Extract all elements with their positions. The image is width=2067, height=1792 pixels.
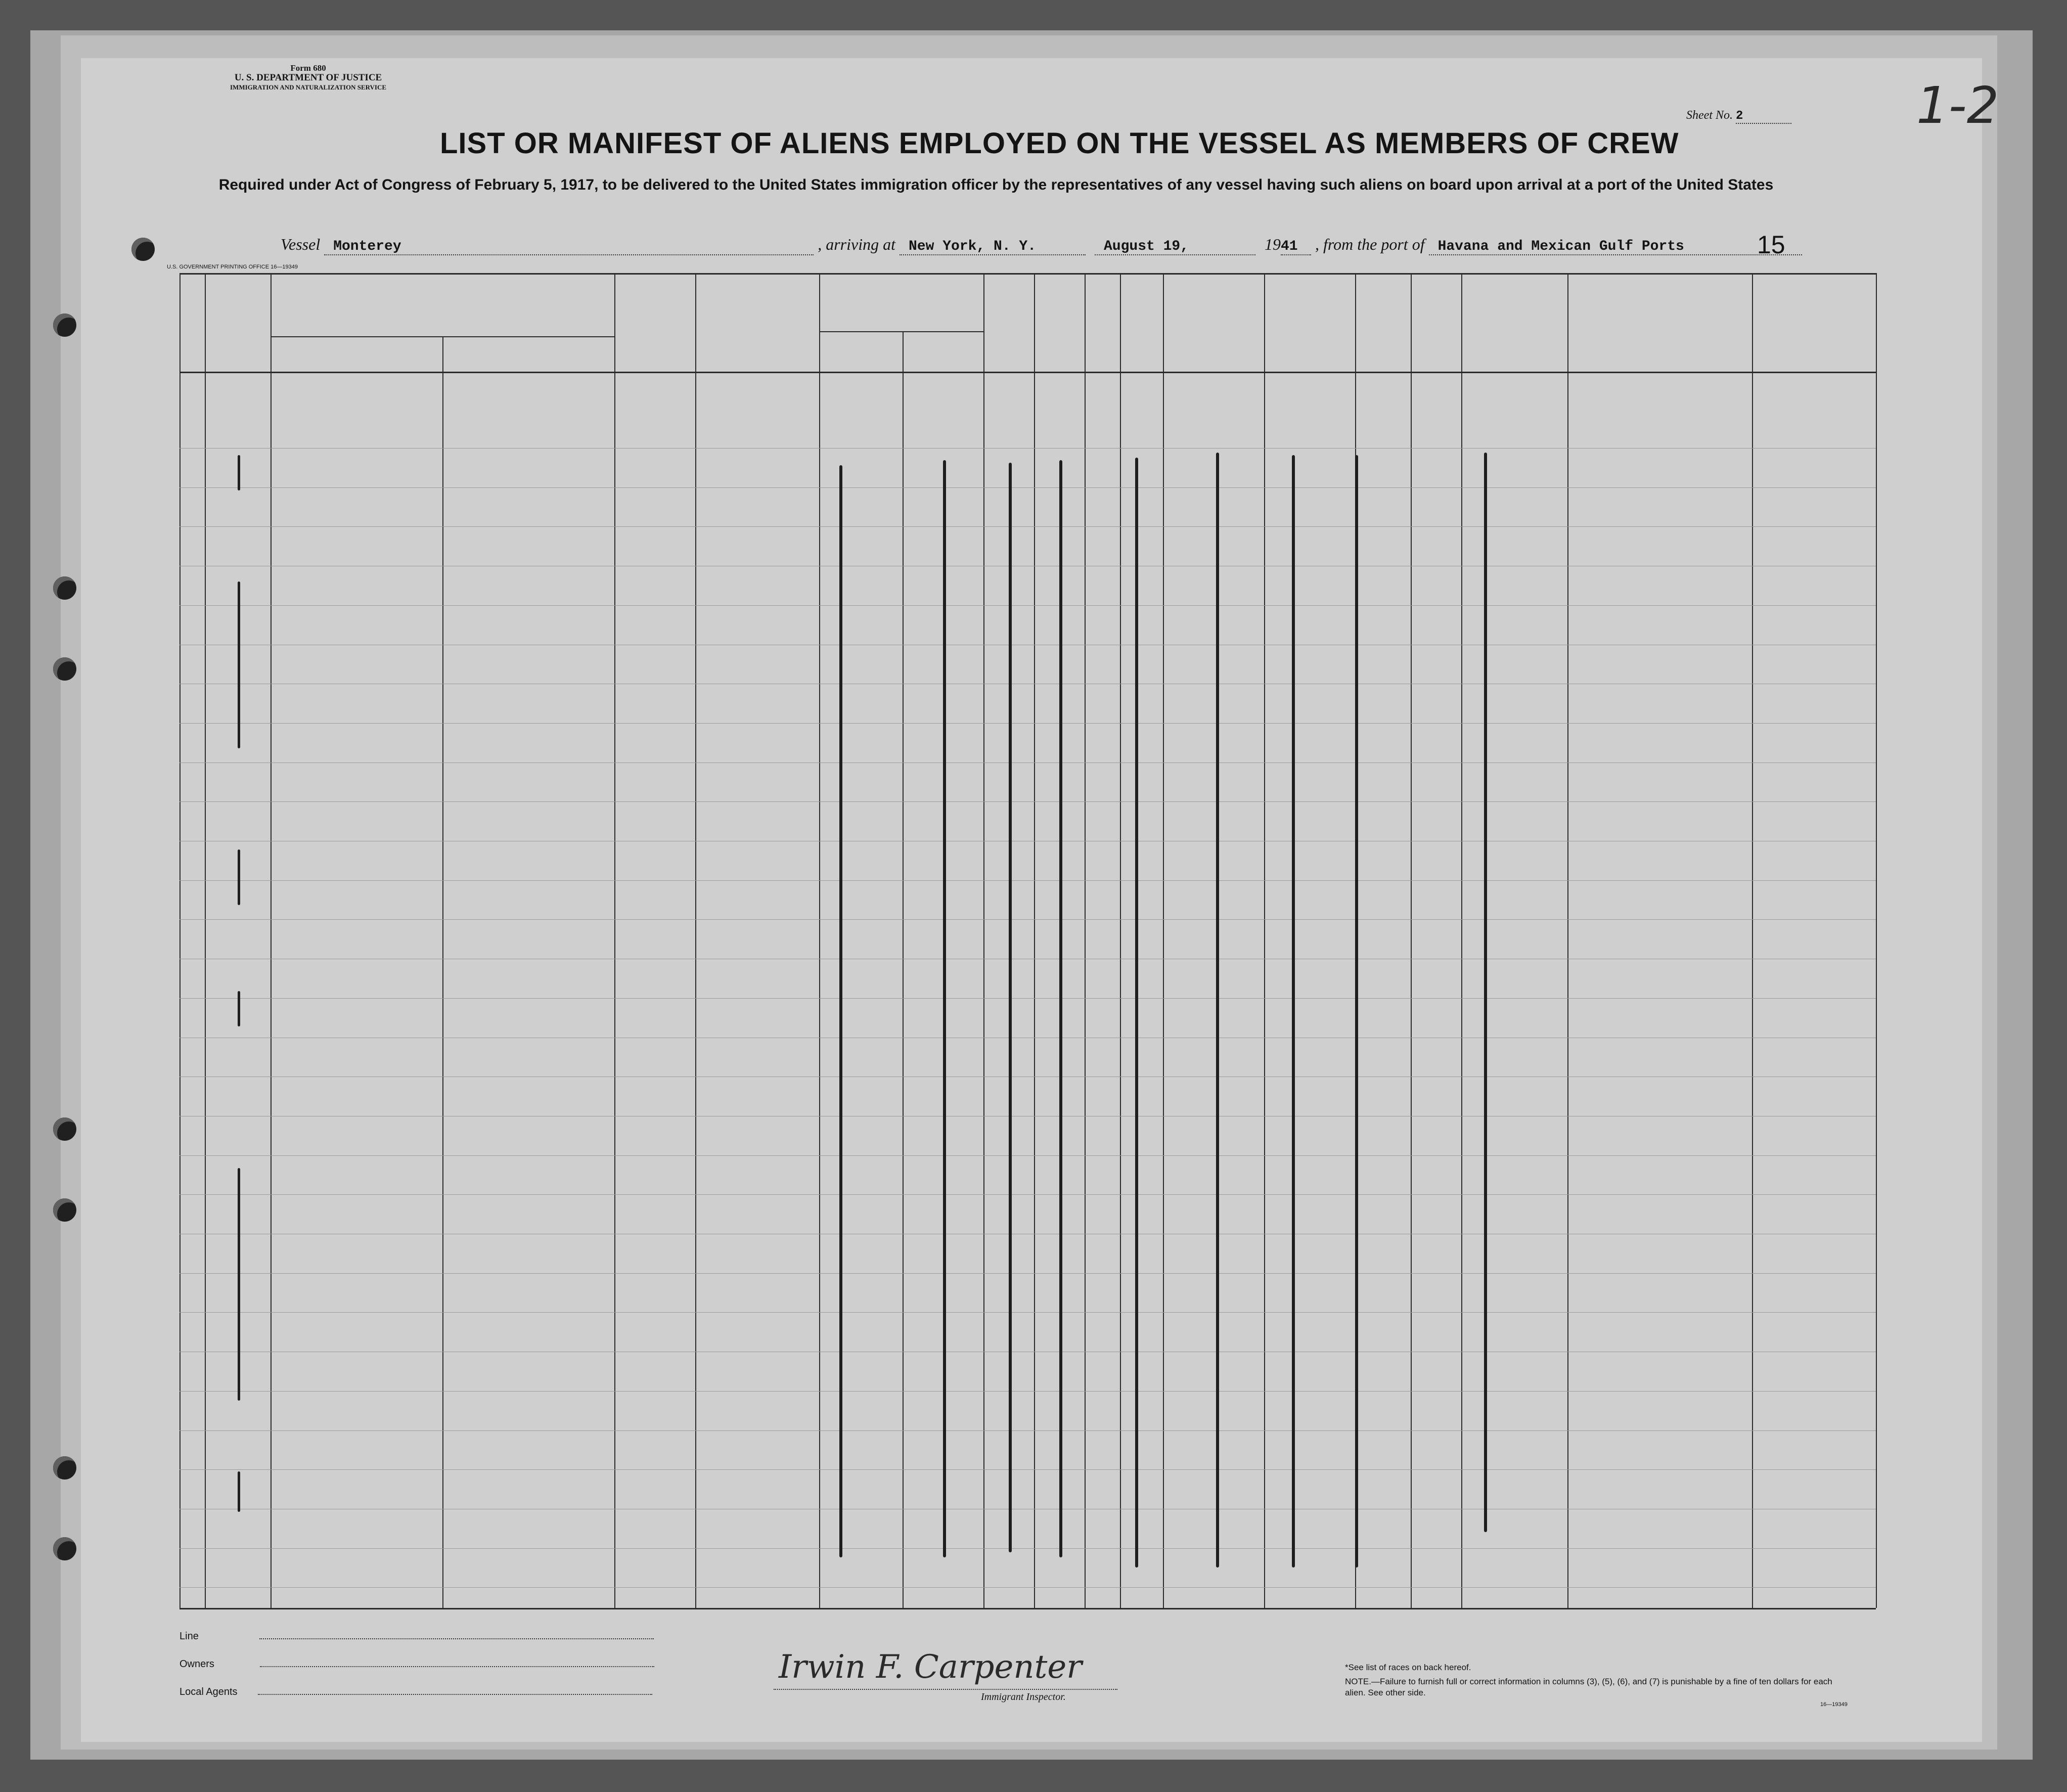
ditto-last-voyage [238,991,240,1026]
service: IMMIGRATION AND NATURALIZATION SERVICE [230,83,387,91]
binder-hole [53,576,76,600]
column-divider [205,273,206,1608]
column-divider [1034,273,1035,1608]
ditto-discharged [1009,463,1012,1552]
voyage-line [281,235,1802,255]
ditto-sex [1135,458,1138,1567]
form-header [230,63,386,92]
from-label: , from the port of [1315,235,1425,253]
binder-hole [53,313,76,337]
column-divider [819,273,820,1608]
ditto-height [1355,455,1358,1567]
ditto-race [1216,453,1219,1567]
page-subtitle: Required under Act of Congress of February 5, 1917, to be delivered to the United States immigration officer by the representatives of any vessel having such aliens on board upon arrival at a port of the United States [218,176,1774,193]
ditto-when [839,465,842,1557]
ditto-read [1059,460,1062,1557]
column-divider [179,273,181,1608]
row-rule [179,1430,1876,1431]
column-divider [1163,273,1164,1608]
row-rule [179,998,1876,999]
form-number: Form 680 [290,63,326,73]
binder-hole [53,1117,76,1141]
row-rule [179,1194,1876,1195]
sheet-number [1686,109,1791,124]
name-split [442,336,443,1608]
department: U. S. DEPARTMENT OF JUSTICE [234,72,382,83]
page-note: 1-2 [1916,76,1999,135]
binder-hole [53,657,76,681]
row-rule [179,1155,1876,1156]
table-frame-bottom [179,1608,1876,1609]
agents-label: Local Agents [179,1686,238,1697]
row-rule [179,1469,1876,1470]
sheet-label: Sheet No. [1686,109,1733,122]
ditto-last-voyage [238,455,240,490]
ditto-last-voyage [238,1168,240,1401]
table-frame-top [179,273,1876,275]
page-marker: 15 [1757,231,1785,259]
ditto-last-voyage [238,1471,240,1512]
column-divider [1085,273,1086,1608]
line-label: Line [179,1631,199,1642]
form-code: 16—19349 [1820,1701,1848,1708]
ditto-marks [1484,453,1487,1532]
sheet-value: 2 [1736,109,1791,124]
owners-label: Owners [179,1659,214,1670]
ditto-last-voyage [238,581,240,748]
column-divider [695,273,696,1608]
year-prefix: 19 [1264,235,1281,253]
ditto-nationality [1292,455,1295,1567]
binder-hole [53,1198,76,1222]
column-divider [1264,273,1265,1608]
printer-note: U.S. GOVERNMENT PRINTING OFFICE 16—19349 [167,264,298,270]
arrival-date: August 19, [1095,239,1255,255]
column-divider [1461,273,1462,1608]
column-divider [1567,273,1568,1608]
column-divider [271,273,272,1608]
row-rule [179,1312,1876,1313]
row-rule [179,801,1876,802]
race-note: *See list of races on back hereof. [1345,1663,1471,1672]
column-divider [1120,273,1121,1608]
row-rule [179,487,1876,488]
footer-owners [179,1659,654,1670]
vessel-label: Vessel [281,235,321,253]
footer-line [179,1631,654,1642]
row-rule [179,605,1876,606]
inspector-signature: Irwin F. Carpenter [779,1648,1082,1686]
row-rule [179,526,1876,527]
shipped-split [903,331,904,1608]
inspector-label: Immigrant Inspector. [981,1691,1066,1703]
column-divider [614,273,615,1608]
row-rule [179,880,1876,881]
arrival-port: New York, N. Y. [900,239,1086,255]
footer-agents [179,1686,652,1698]
column-divider [1876,273,1877,1608]
departure-port: Havana and Mexican Gulf Ports [1429,239,1802,255]
column-divider [1411,273,1412,1608]
row-rule [179,723,1876,724]
binder-hole [53,1456,76,1480]
vessel-name: Monterey [324,239,814,255]
row-rule [179,919,1876,920]
ditto-last-voyage [238,849,240,905]
row-rule [179,1273,1876,1274]
binder-hole [53,1537,76,1560]
ditto-where [943,460,946,1557]
page-title: LIST OR MANIFEST OF ALIENS EMPLOYED ON THE VESSEL AS MEMBERS OF CREW [440,127,1679,160]
row-rule [179,1587,1876,1588]
row-rule [179,448,1876,449]
row-rule [179,1391,1876,1392]
footer-note: NOTE.—Failure to furnish full or correct information in columns (3), (5), (6), and (7) is punishable by a fine of ten dollars for each alien. See other side. [1345,1677,1832,1697]
row-rule [179,1548,1876,1549]
column-divider [1752,273,1753,1608]
shipped-subdivider [819,331,983,332]
column-divider [983,273,984,1608]
arrival-year: 41 [1281,239,1311,255]
manifest-page [81,58,1982,1742]
binder-hole [131,238,155,261]
header-divider [179,372,1876,373]
arriving-label: , arriving at [818,235,895,253]
